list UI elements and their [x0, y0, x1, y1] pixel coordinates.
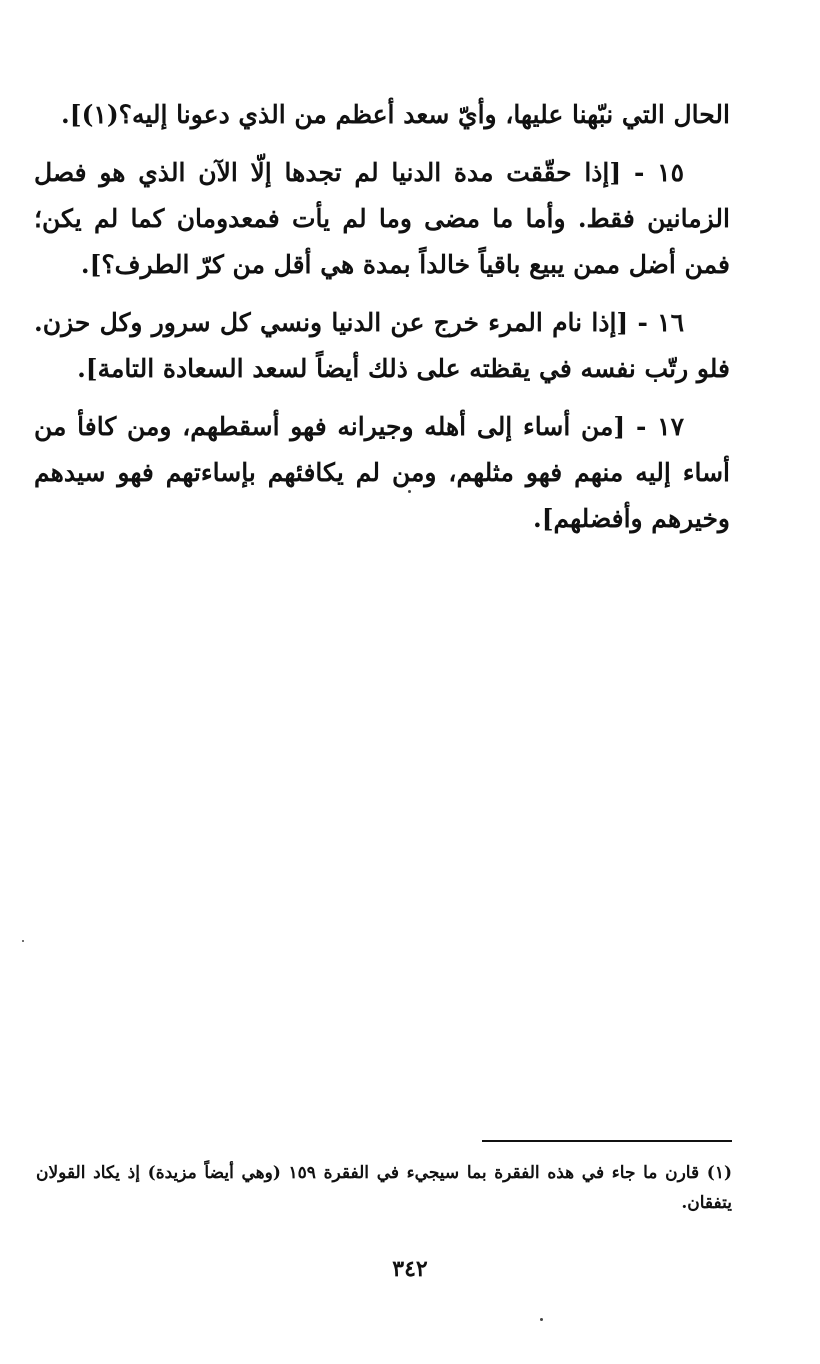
main-text-block: [34, 92, 730, 554]
paragraph-text: [إذا نام المرء خرج عن الدنيا ونسي كل سرور وكل حزن. فلو رتّب نفسه في يقظته على ذلك أيضاً لسعد السعادة التامة].: [34, 308, 730, 383]
paragraph-text: [من أساء إلى أهله وجيرانه فهو أسقطهم، ومن كافأ من أساء إليه منهم فهو مثلهم، ومن لم يكافئهم بإساءتهم فهو سيدهم وخيرهم وأفضلهم].: [34, 412, 730, 533]
paragraph-16: [34, 300, 730, 392]
paragraph-15: [34, 150, 730, 288]
footnote-divider: [482, 1140, 732, 1142]
paragraph-text: الحال التي نبّهنا عليها، وأيّ سعد أعظم من الذي دعونا إليه؟(١)].: [61, 100, 730, 129]
footnote: [36, 1158, 732, 1218]
paragraph-number: ١٧ -: [625, 412, 684, 441]
footnote-text: قارن ما جاء في هذه الفقرة بما سيجيء في الفقرة ١٥٩ (وهي أيضاً مزيدة) إذ يكاد القولان يتفقان.: [36, 1163, 732, 1213]
scan-speck: [408, 490, 411, 493]
scan-speck: [22, 940, 24, 942]
paragraph-text: [إذا حقّقت مدة الدنيا لم تجدها إلّا الآن الذي هو فصل الزمانين فقط. وأما ما مضى وما لم يأت فمعدومان كما لم يكن؛ فمن أضل ممن يبيع باقياً خالداً بمدة هي أقل من كرّ الطرف؟].: [34, 158, 730, 279]
footnote-marker: (١): [706, 1163, 733, 1183]
paragraph-number: ١٥ -: [621, 158, 684, 187]
paragraph-17: [34, 404, 730, 542]
footnote-paragraph: [36, 1158, 732, 1218]
paragraph-continued: [34, 92, 730, 138]
scan-speck: [540, 1318, 543, 1321]
page-number: ٣٤٢: [392, 1256, 428, 1282]
paragraph-number: ١٦ -: [628, 308, 684, 337]
